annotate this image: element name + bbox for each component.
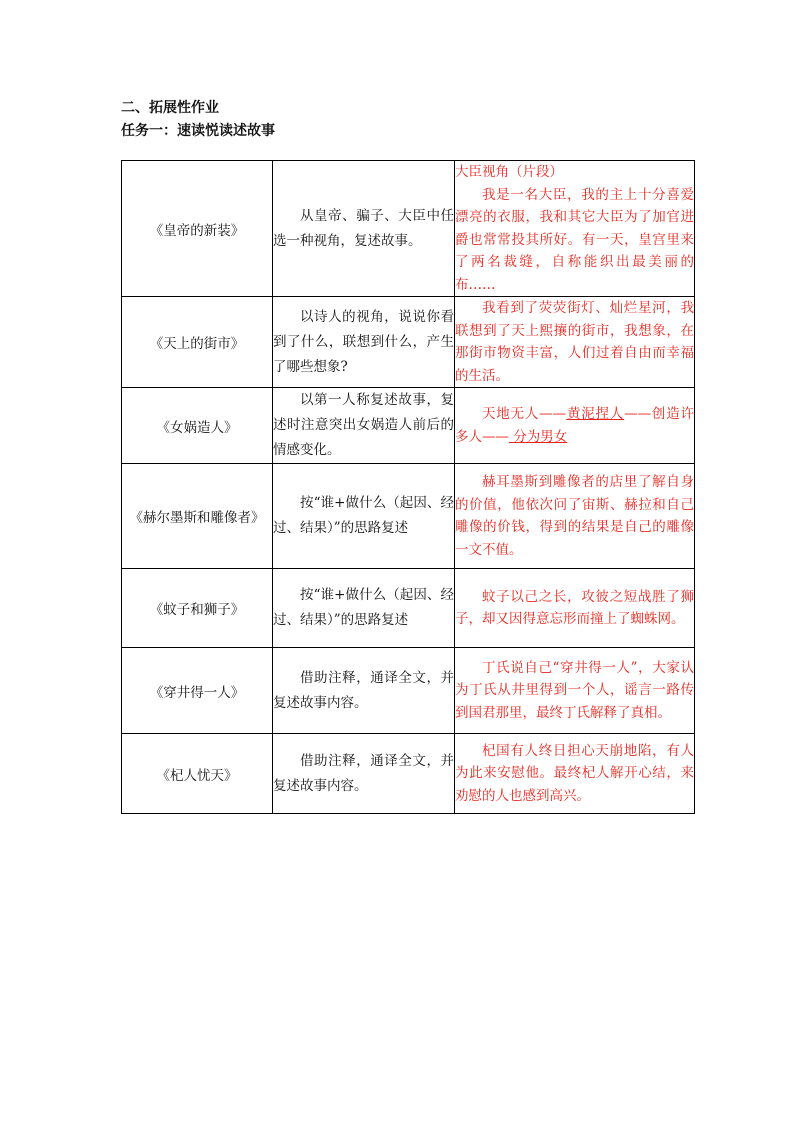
answer-heading: 大臣视角（片段） bbox=[455, 164, 563, 180]
task-instruction: 以第一人称复述故事，复述时注意突出女娲造人前后的情感变化。 bbox=[273, 388, 455, 464]
sample-answer bbox=[455, 297, 695, 388]
task-title: 任务一：速读悦读述故事 bbox=[121, 123, 275, 139]
task-instruction: 按“谁+做什么（起因、经过、结果）”的思路复述 bbox=[273, 464, 455, 569]
story-title: 《蚊子和狮子》 bbox=[122, 569, 273, 648]
story-title: 《天上的街市》 bbox=[122, 297, 273, 388]
task-instruction: 借助注释，通译全文，并复述故事内容。 bbox=[273, 734, 455, 814]
sample-answer bbox=[455, 648, 695, 734]
answer-part: 天地无人—— bbox=[482, 406, 567, 422]
section-heading: 二、拓展性作业 bbox=[121, 100, 219, 116]
table-row bbox=[122, 161, 695, 297]
story-title: 《杞人忧天》 bbox=[122, 734, 273, 814]
answer-text: 丁氏说自己“穿井得一人”，大家认为丁氏从井里得到一个人，谣言一路传到国君那里，最终丁氏解释了真相。 bbox=[455, 659, 694, 721]
table-row bbox=[122, 569, 695, 648]
answer-text: 我看到了荧荧街灯、灿烂星河，我联想到了天上熙攘的街市，我想象，在那街市物资丰富，人们过着自由而幸福的生活。 bbox=[455, 300, 694, 384]
answer-text: 赫耳墨斯到雕像者的店里了解自身的价值，他依次问了宙斯、赫拉和自己雕像的价钱，得到的结果是自己的雕像一文不值。 bbox=[455, 474, 694, 558]
answer-text bbox=[455, 403, 694, 448]
answer-keyword: 黄泥捏人 bbox=[566, 406, 625, 422]
story-title: 《赫尔墨斯和雕像者》 bbox=[122, 464, 273, 569]
answer-text: 蚊子以己之长，攻彼之短战胜了狮子，却又因得意忘形而撞上了蜘蛛网。 bbox=[455, 588, 694, 627]
sample-answer bbox=[455, 734, 695, 814]
story-title: 《皇帝的新装》 bbox=[122, 161, 273, 297]
answer-keyword: 分为男女 bbox=[509, 428, 568, 445]
task-instruction: 以诗人的视角，说说你看到了什么，联想到什么，产生了哪些想象? bbox=[273, 297, 455, 388]
table-row bbox=[122, 648, 695, 734]
reading-task-table bbox=[121, 160, 695, 814]
answer-text: 杞国有人终日担心天崩地陷，有人为此来安慰他。最终杞人解开心结，来劝慰的人也感到高兴。 bbox=[455, 742, 694, 804]
sample-answer bbox=[455, 388, 695, 464]
sample-answer bbox=[455, 569, 695, 648]
table-row bbox=[122, 388, 695, 464]
story-title: 《女娲造人》 bbox=[122, 388, 273, 464]
table-row bbox=[122, 297, 695, 388]
sample-answer bbox=[455, 464, 695, 569]
answer-part: ——创造许多人—— bbox=[455, 406, 695, 445]
sample-answer bbox=[455, 161, 695, 297]
task-instruction: 按“谁+做什么（起因、经过、结果）”的思路复述 bbox=[273, 569, 455, 648]
table-row bbox=[122, 464, 695, 569]
answer-text: 我是一名大臣，我的主上十分喜爱漂亮的衣服，我和其它大臣为了加官进爵也常常投其所好。有一天，皇宫里来了两名裁缝，自称能织出最美丽的布…… bbox=[455, 186, 694, 293]
task-instruction: 借助注释，通译全文，并复述故事内容。 bbox=[273, 648, 455, 734]
task-instruction: 从皇帝、骗子、大臣中任选一种视角，复述故事。 bbox=[273, 161, 455, 297]
story-title: 《穿井得一人》 bbox=[122, 648, 273, 734]
table-row bbox=[122, 734, 695, 814]
